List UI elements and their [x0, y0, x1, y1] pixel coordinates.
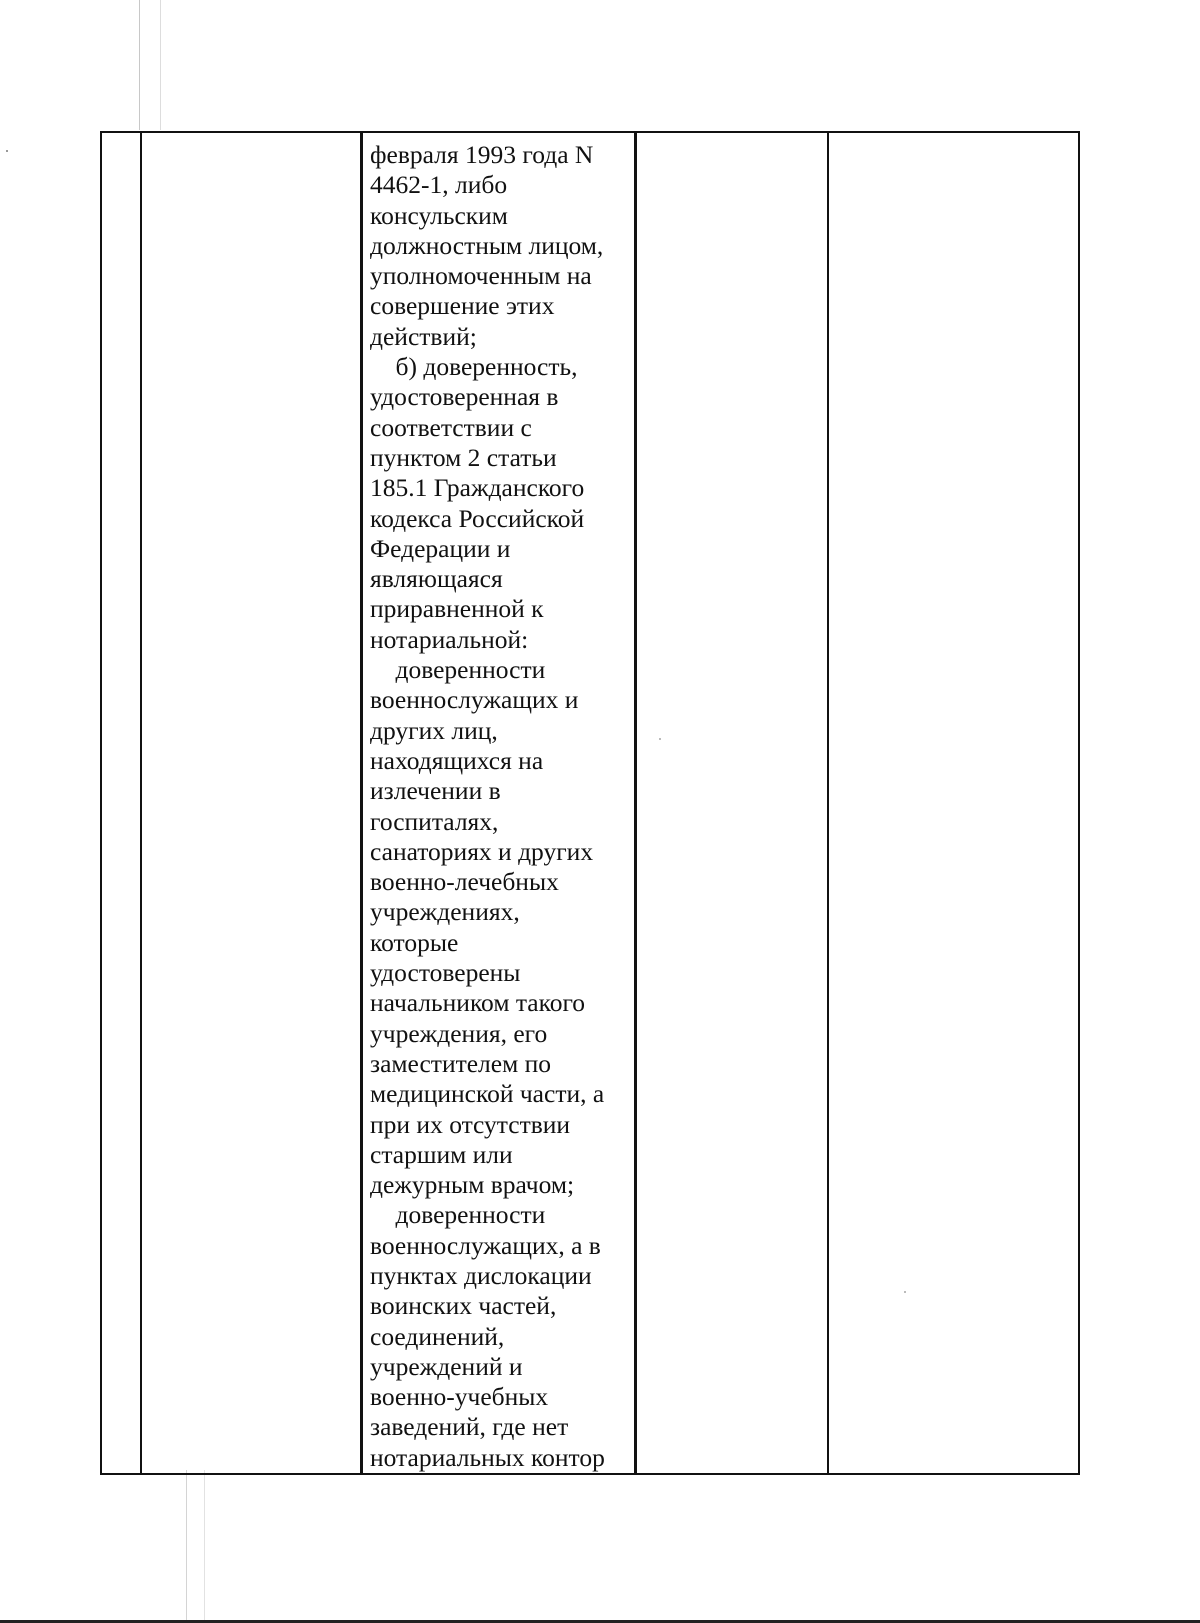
text-line: военно-лечебных — [370, 867, 559, 897]
text-line: госпиталях, — [370, 806, 499, 836]
text-line: пунктом 2 статьи — [370, 442, 557, 472]
text-line: учреждения, его — [370, 1018, 548, 1048]
text-line: февраля 1993 года N — [370, 140, 594, 169]
text-line: являющаяся — [370, 564, 503, 594]
text-line: совершение этих — [370, 291, 555, 321]
text-line: при их отсутствии — [370, 1109, 571, 1139]
text-line: 185.1 Гражданского — [370, 473, 585, 503]
text-line: воинских частей, — [370, 1291, 557, 1321]
text-line: действий; — [370, 321, 477, 351]
text-line: дежурным врачом; — [370, 1170, 575, 1200]
text-line: учреждениях, — [370, 897, 520, 927]
table-cell-description — [362, 132, 636, 1474]
text-line: нотариальной: — [370, 624, 529, 654]
document-table — [100, 131, 1080, 1475]
table-row — [101, 132, 1079, 1474]
text-line: должностным лицом, — [370, 230, 604, 260]
text-line: санаториях и других — [370, 836, 594, 866]
table-cell-empty — [828, 132, 1079, 1474]
text-line: 4462-1, либо — [370, 170, 508, 200]
text-line: консульским — [370, 200, 508, 230]
scan-artifact-line — [186, 1470, 187, 1623]
text-line: б) доверенность, — [370, 352, 578, 382]
text-line: старшим или — [370, 1139, 513, 1169]
table-cell-empty — [636, 132, 829, 1474]
text-line: заведений, где нет — [370, 1412, 569, 1442]
text-line: которые — [370, 927, 459, 957]
text-line: заместителем по — [370, 1048, 552, 1078]
cell-text — [363, 133, 634, 1473]
text-line: военнослужащих и — [370, 685, 579, 715]
text-line: соответствии с — [370, 412, 532, 442]
text-line: доверенности — [370, 655, 546, 685]
scan-artifact-line — [160, 0, 161, 130]
text-line: кодекса Российской — [370, 503, 585, 533]
text-line: военнослужащих, а в — [370, 1230, 601, 1260]
text-line: удостоверенная в — [370, 382, 559, 412]
scan-artifact-line — [139, 0, 140, 130]
text-line: учреждений и — [370, 1351, 523, 1381]
table-cell-name — [141, 132, 362, 1474]
text-line: других лиц, — [370, 715, 498, 745]
text-line: находящихся на — [370, 745, 544, 775]
text-line: медицинской части, а — [370, 1079, 605, 1109]
text-line: военно-учебных — [370, 1382, 549, 1412]
text-line: пунктах дислокации — [370, 1260, 592, 1290]
text-line: соединений, — [370, 1321, 505, 1351]
text-line: уполномоченным на — [370, 261, 592, 291]
text-line: нотариальных контор — [370, 1442, 605, 1472]
text-line: удостоверены — [370, 958, 521, 988]
text-line: Федерации и — [370, 533, 511, 563]
table-cell-number — [101, 132, 141, 1474]
text-line: излечении в — [370, 776, 501, 806]
text-line: доверенности — [370, 1200, 546, 1230]
scan-artifact-line — [204, 1470, 205, 1623]
scan-artifact-dot — [6, 150, 8, 152]
text-line: приравненной к — [370, 594, 544, 624]
text-line: начальником такого — [370, 988, 586, 1018]
